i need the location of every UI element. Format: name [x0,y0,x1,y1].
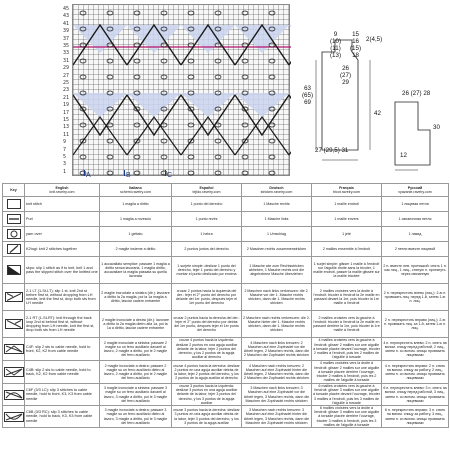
schematic-shoulder: 2(4,5) [366,36,383,43]
key-cell-english: 2-1 RT (1-St-RT): knit through the back loop 2nd st behind first st, without dropping from LH needle, knit the first st, drop both sts from LH needle [25,311,100,338]
key-cell-english: Purl [25,212,100,227]
header-espanol: Español tejido.ravelry.com [172,184,242,197]
chart-yarn-over-mark [107,11,113,15]
schematic-top-size-a: 9 (10) (11) (13) [330,31,342,59]
key-cell-espanol: 2 puntos juntos del derecho [172,242,242,257]
chart-yarn-over-mark [269,75,275,79]
c6b-cable-symbol-icon [4,412,24,422]
key-cell-espanol: cruzar 2 puntos hacia la izquierda del der.: tejer el 2° punto del derecho por delante del 1er punto, después tejer el 1er punto del derecho [172,284,242,311]
key-symbol-cell [3,242,25,257]
chart-highlight-band [235,93,289,117]
key-cell-russian: 2 петли вместе лицевой [382,242,449,257]
key-cell-espanol: 1 surjete simple: deslizar 1 punto del derecho, tejer 1 punto del derecho y montar el punto deslizado por encima [172,257,242,284]
key-cell-francais: 1 maille envers [312,212,382,227]
chart-yarn-over-mark [215,59,221,63]
chart-yarn-over-mark [269,139,275,143]
2-1-rt-symbol-icon [5,319,23,329]
chart-yarn-over-mark [215,139,221,143]
key-cell-italiano: 1 maglia a diritto [100,197,172,212]
key-cell-russian: 1 накид [382,227,449,242]
key-cell-english: C6F (3/3 LC): slip 3 stitches to cable needle, hold to front, K3, K3 from cable needle [25,384,100,406]
key-cell-deutsch: 4 Maschen nach rechts kreuzen: 2 Maschen auf eine Zopfnadel hinter die Arbeit legen, 2 Maschen rechts, dann die 2 Maschen der Zopfnadel rechts stricken [242,361,312,384]
chart-yarn-over-mark [134,75,140,79]
garment-schematic [300,20,448,175]
purl-symbol-icon [7,214,21,224]
repeat-tick [124,170,125,176]
key-cell-italiano: 3 maglie incrociate a sinistra: passare 3 maglie su un ferro ausiliario davanti al lavoro, 3 maglie a diritto, poi le 3 maglie del ferro ausiliario [100,384,172,406]
repeat-tick [165,170,166,176]
chart-yarn-over-mark [188,171,194,175]
key-cell-espanol: cruzar 4 puntos hacia la derecha: deslizar 2 puntos en una aguja auxiliar detrás de la labor, tejer 2 puntos del derecho, y los 2 puntos de la aguja auxiliar al derecho [172,361,242,384]
repeat-label: A [86,172,91,179]
key-cell-francais: 2 mailles ensemble à l'endroit [312,242,382,257]
key-cell-italiano: 2 maglie incrociate a sinistra (dir.): lavorare a diritto la 2a maglia, poi la 1a maglia a diritto, lasciar cadere entrambe [100,284,172,311]
chart-row-number: 9 [63,139,67,146]
key-cell-russian: 6 п. перекрестить вправо: 3 п. снять на вспом. спицу за работу, 3 лиц., затем п. со вспом. спицы провязать лицевыми [382,406,449,428]
key-row-c4b [3,361,449,384]
chart-row-number: 7 [63,146,67,153]
key-cell-espanol: cruzar 4 puntos hacia la izquierda: deslizar 2 puntos en una aguja auxiliar delante de la labor, tejer 2 puntos del derecho, y los 2 puntos de la aguja auxiliar al derecho [172,338,242,361]
key-cell-francais: 6 mailles croisées vers la gauche à l'endroit: glisser 3 mailles sur une aiguille à torsade placée devant l'ouvrage, tricoter 3 mailles à l'endroit, puis les 3 mailles de l'aiguille à torsade [313,384,380,405]
schematic-side-length: 63 (65) 69 [302,85,314,106]
key-symbol-cell [3,257,25,284]
key-cell-english: C4F: slip 2 sts to cable needle, hold to front, K2, K2 from cable needle [25,338,100,361]
key-cell-francais: 4 mailles croisées vers la droite à l'endroit: glisser 2 mailles sur une aiguille à torsade placée derrière l'ouvrage, tricoter 2 mailles à l'endroit, puis les 2 mailles de l'aiguille à torsade [312,361,382,384]
chart-yarn-over-mark [269,171,275,175]
key-cell-deutsch: 1 Masche wie zum Rechtsstricken abheben, 1 Masche rechts und die abgehobene Masche überziehen [242,257,312,284]
chart-yarn-over-mark [134,171,140,175]
chart-highlight-band [181,25,235,53]
key-symbol-cell [3,338,25,361]
key-cell-deutsch: 1 Masche rechts [242,197,312,212]
chart-row-number: 37 [63,35,70,42]
chart-yarn-over-mark [134,59,140,63]
key-row-21lt [3,284,449,311]
chart-yarn-over-mark [161,123,167,127]
chart-yarn-over-mark [215,75,221,79]
header-key: Key [3,184,25,197]
chart-yarn-over-mark [161,75,167,79]
schematic-armhole: 26 (27) 29 [340,65,352,86]
chart-yarn-over-mark [215,11,221,15]
header-english: English knit.ravelry.com [25,184,100,197]
key-row-yo [3,227,449,242]
chart-yarn-over-mark [107,75,113,79]
chart-yarn-over-mark [242,155,248,159]
key-cell-italiano: 1 accavallato semplice: passare 1 maglia a diritto senza lavorarla, 1 maglia diritto, accavallare la maglia passata su quella lavorata [100,257,172,284]
header-italiano: Italiano schemi.ravelry.com [100,184,172,197]
key-cell-english: 2-1 LT (1-St-LT): slip 1 st. knit 2nd st before first st, without dropping from LH needle, knit the first st, drop both sts from LH needle [25,284,100,311]
chart-yarn-over-mark [107,155,113,159]
key-cell-espanol: 1 hebra [172,227,242,242]
chart-row-number: 19 [63,102,70,109]
key-cell-francais: 1 maille endroit [312,197,382,212]
key-cell-francais: 4 mailles croisées vers la gauche à l'endroit: glisser 2 mailles sur une aiguille à torsade placée devant l'ouvrage, tricoter 2 mailles à l'endroit, puis les 2 mailles de l'aiguille à torsade [313,338,380,360]
chart-cable-line [289,117,291,155]
key-cell-francais: 1 jeté [312,227,382,242]
chart-yarn-over-mark [215,155,221,159]
schematic-top-size-b: 15 16 (15) 18 [350,31,362,59]
key-cell-espanol: cruzar 2 puntos hacia la derecha del der.: tejer el 2° punto del derecho por detrás del 1er punto, después tejer el 1er punto del derecho [172,311,242,338]
2-1-lt-symbol-icon [5,292,23,302]
key-cell-russian: 1 изнаночная петля [382,212,449,227]
chart-row-number: 17 [63,109,70,116]
k2tog-symbol-icon [7,244,21,254]
key-row-knit [3,197,449,212]
chart-row-number: 21 [63,94,70,101]
key-cell-francais: 6 mailles croisées vers la droite à l'endroit: glisser 3 mailles sur une aiguille à torsade placée derrière l'ouvrage, tricoter 3 mailles à l'endroit, puis les 3 mailles de l'aiguille à torsade [312,406,382,428]
chart-highlight-band [181,93,235,117]
key-symbol-cell [3,212,25,227]
chart-yarn-over-mark [161,155,167,159]
key-header-row [3,184,449,197]
chart-highlight-band [235,25,289,53]
chart-yarn-over-mark [188,75,194,79]
key-cell-english: yarn over [25,227,100,242]
chart-row-number: 33 [63,50,70,57]
chart-row-number: 25 [63,80,70,86]
chart-yarn-over-mark [107,59,113,63]
key-row-k2tog [3,242,449,257]
c4b-cable-symbol-icon [4,367,24,377]
chart-yarn-over-mark [161,59,167,63]
chart-yarn-over-mark [215,171,221,175]
chart-yarn-over-mark [134,155,140,159]
key-cell-russian: 2 п. вместе лев. протяжкой: снять 1 п. как лиц., 1 лиц., снятую п. протянуть через связанную [382,257,449,284]
chart-yarn-over-mark [242,123,248,127]
chart-row-number: 1 [63,168,67,175]
chart-row-number: 5 [63,154,67,160]
key-cell-english: C4B: slip 2 sts to cable needle, hold to back, K2, K2 from cable needle [25,361,100,384]
chart-highlight-band [289,25,291,53]
header-francais: Français tricot.ravelry.com [312,184,382,197]
key-cell-italiano: 2 maglie incrociate a destra (dir.): lavorare a diritto la 2a maglia dietro alla 1a, poi la 1a a diritto, lasciar cadere entrambe [100,311,172,338]
key-cell-english: knit stitch [25,197,100,212]
key-cell-deutsch: 1 Umschlag [242,227,312,242]
schematic-sleeve-width: 26 (27) 28 [402,90,431,97]
chart-yarn-over-mark [107,123,113,127]
chart-highlight-band [127,93,181,117]
key-symbol-cell [3,284,25,311]
repeat-tick [84,170,85,176]
chart-symbols [73,5,291,177]
header-russian: Русский vyazanie.ravelry.com [382,184,449,197]
chart-yarn-over-mark [242,11,248,15]
chart-yarn-over-mark [107,139,113,143]
chart-row-number: 35 [63,43,70,49]
key-symbol-cell [3,384,25,406]
key-cell-russian: 4 п. перекрестить влево: 2 п. снять на вспом. спицу перед работой, 2 лиц., затем п. со вспом. спицы провязать лицевыми [382,338,449,361]
c6f-cable-symbol-icon [4,390,24,400]
key-cell-deutsch: 2 Maschen nach rechts verkreuzen: die 2. Masche hinter der 1. Masche rechts stricken, dann die 1. Masche rechts stricken [242,311,312,338]
chart-yarn-over-mark [80,155,86,159]
chart-row-number: 31 [63,57,70,64]
schematic-body-height: 42 [374,110,381,117]
key-cell-italiano: 2 maglie incrociate a destra: passare 2 maglie su un ferro ausiliario dietro al lavoro, 2 maglie a diritto, poi le 2 maglie del ferro ausiliario [100,361,172,384]
repeat-label: C [167,172,173,179]
chart-yarn-over-mark [80,11,86,15]
key-cell-deutsch: 1 Masche links [242,212,312,227]
key-cell-italiano: 3 maglie incrociate a destra: passare 3 maglie su un ferro ausiliario dietro al lavoro, 3 maglie a diritto, poi le 3 maglie del ferro ausiliario [100,406,172,428]
key-cell-deutsch: 2 Maschen rechts zusammenstricken [242,242,312,257]
key-row-21rt [3,311,449,338]
key-cell-english: C6B (3/3 RC): slip 3 stitches to cable needle, hold to back, K3, K3 from cable needle [25,406,100,428]
key-row-c4f [3,338,449,361]
key-symbol-cell [3,361,25,384]
key-cell-espanol: 1 punto del derecho [172,197,242,212]
key-cell-deutsch: 2 Maschen nach links verkreuzen: die 2. Masche vor der 1. Masche rechts stricken, dann die 1. Masche rechts stricken [242,284,312,311]
chart-row-number: 13 [63,124,70,131]
chart-yarn-over-mark [107,171,113,175]
chart-yarn-over-mark [188,123,194,127]
knitting-chart-grid [72,4,290,176]
key-row-c6f [3,384,449,406]
chart-cable-line [289,25,291,65]
key-symbol-cell [3,406,25,428]
chart-yarn-over-mark [161,11,167,15]
key-cell-deutsch: 3 Maschen nach rechts kreuzen: 3 Maschen auf eine Zopfnadel hinter die Arbeit legen, 3 Maschen rechts, dann die Maschen der Zopfnadel rechts stricken [242,406,312,428]
chart-yarn-over-mark [134,123,140,127]
stitch-key-table [2,183,449,428]
key-cell-russian: 4 п. перекрестить вправо: 2 п. снять на вспом. спицу за работу, 2 лиц., затем п. со вспом. спицы провязать лицевыми [382,361,449,384]
repeat-label: B [126,172,131,179]
chart-highlight-band [127,25,181,53]
chart-yarn-over-mark [269,123,275,127]
schematic-sleeve-length: 30 [433,124,440,131]
key-symbol-cell [3,227,25,242]
key-cell-italiano: 2 maglie incrociate a sinistra: passare 2 maglie su un ferro ausiliario davanti al lavoro, 2 maglie a diritto, poi le 2 maglie del ferro ausiliario [100,338,172,361]
schematic-cuff-width: 12 [400,152,407,159]
chart-yarn-over-mark [242,75,248,79]
knit-symbol-icon [7,199,21,209]
key-cell-deutsch: 3 Maschen nach links kreuzen: 3 Maschen auf eine Zopfnadel vor die Arbeit legen, 3 Maschen rechts, dann die Maschen der Zopfnadel rechts stricken [242,384,312,406]
key-cell-italiano: 1 maglia a rovescio [100,212,172,227]
key-cell-russian: 6 п. перекрестить влево: 3 п. снять на вспом. спицу перед работой, 3 лиц., затем п. со вспом. спицы провязать лицевыми [382,384,449,406]
chart-yarn-over-mark [242,171,248,175]
key-cell-espanol: cruzar 3 puntos hacia la izquierda: deslizar 3 puntos en una aguja auxiliar delante de la labor, tejer 3 puntos del derecho, y los 3 puntos de la aguja auxiliar [172,384,242,406]
yarn-over-symbol-icon [7,229,21,239]
skpo-symbol-icon [7,265,21,275]
chart-row-number: 43 [63,13,70,20]
chart-row-number: 39 [63,28,70,35]
chart-cable-line [289,95,291,135]
key-row-purl [3,212,449,227]
key-cell-russian: 1 лицевая петля [382,197,449,212]
chart-highlight-band [73,93,127,117]
chart-yarn-over-mark [269,155,275,159]
chart-yarn-over-mark [215,123,221,127]
schematic-bottom-width: 27 (29,5) 31 [315,147,349,154]
key-cell-espanol: 1 punto revés [172,212,242,227]
key-cell-russian: 2 п. перекрестить влево (лиц.): 2-ю п. провязать лиц. перед 1-й, затем 1-ю п. лиц. [382,284,449,311]
chart-row-number: 41 [63,20,70,27]
key-row-skpo [3,257,449,284]
key-cell-francais: 1 surjet simple: glisser 1 maille à l'endroit sur l'aiguille droite sans la tricoter, 1 maille endroit, passer la maille glissée sur la maille tricotée [312,257,382,284]
c4f-cable-symbol-icon [4,344,24,354]
chart-row-number: 3 [63,161,67,168]
chart-yarn-over-mark [188,11,194,15]
chart-yarn-over-mark [80,123,86,127]
chart-row-number: 29 [63,65,70,72]
chart-row-number: 15 [63,117,70,123]
chart-highlight-band [73,25,127,53]
key-symbol-cell [3,311,25,338]
key-symbol-cell [3,197,25,212]
key-cell-deutsch: 4 Maschen nach links kreuzen: 2 Maschen auf eine Zopfnadel vor die Arbeit legen, 2 Maschen rechts, dann die 2 Maschen der Zopfnadel rechts stricken [242,338,312,361]
chart-yarn-over-mark [242,59,248,63]
chart-yarn-over-mark [188,155,194,159]
chart-yarn-over-mark [80,59,86,63]
chart-yarn-over-mark [134,11,140,15]
key-cell-francais: 2 mailles croisées vers la droite à l'endroit: tricoter à l'endroit la 2e maille en passant devant la 1re, puis tricoter la 1re maille à l'endroit [312,284,382,311]
key-cell-english: skpo: slip 1 stitch as if to knit, knit 1 and pass the slipped stitch over the knitted one [25,257,100,284]
chart-yarn-over-mark [161,139,167,143]
chart-row-number: 45 [63,6,70,12]
key-cell-italiano: 1 gettato [100,227,172,242]
chart-yarn-over-mark [269,59,275,63]
key-cell-italiano: 2 maglie insieme a diritto [100,242,172,257]
chart-yarn-over-mark [188,59,194,63]
key-row-c6b [3,406,449,428]
chart-yarn-over-mark [80,75,86,79]
chart-yarn-over-mark [269,11,275,15]
key-cell-espanol: cruzar 3 puntos hacia la derecha: deslizar 3 puntos en una aguja auxiliar detrás de la labor, tejer 3 puntos del derecho, y los 3 puntos de la aguja auxiliar [172,406,242,428]
header-deutsch: Deutsch stricken.ravelry.com [242,184,312,197]
chart-row-number: 11 [63,131,70,138]
key-cell-english: K2togi: knit 2 stitches together [25,242,100,257]
chart-row-number: 23 [63,87,70,94]
chart-row-number: 27 [63,72,70,79]
key-cell-francais: 2 mailles croisées vers la gauche à l'endroit: tricoter à l'endroit la 2e maille en passant derrière la 1re, puis tricoter la 1re maille à l'endroit [312,311,382,338]
key-cell-russian: 2 п. перекрестить вправо (лиц.): 2-ю п. провязать лиц. за 1-й, затем 1-ю п. лиц. [382,311,449,338]
